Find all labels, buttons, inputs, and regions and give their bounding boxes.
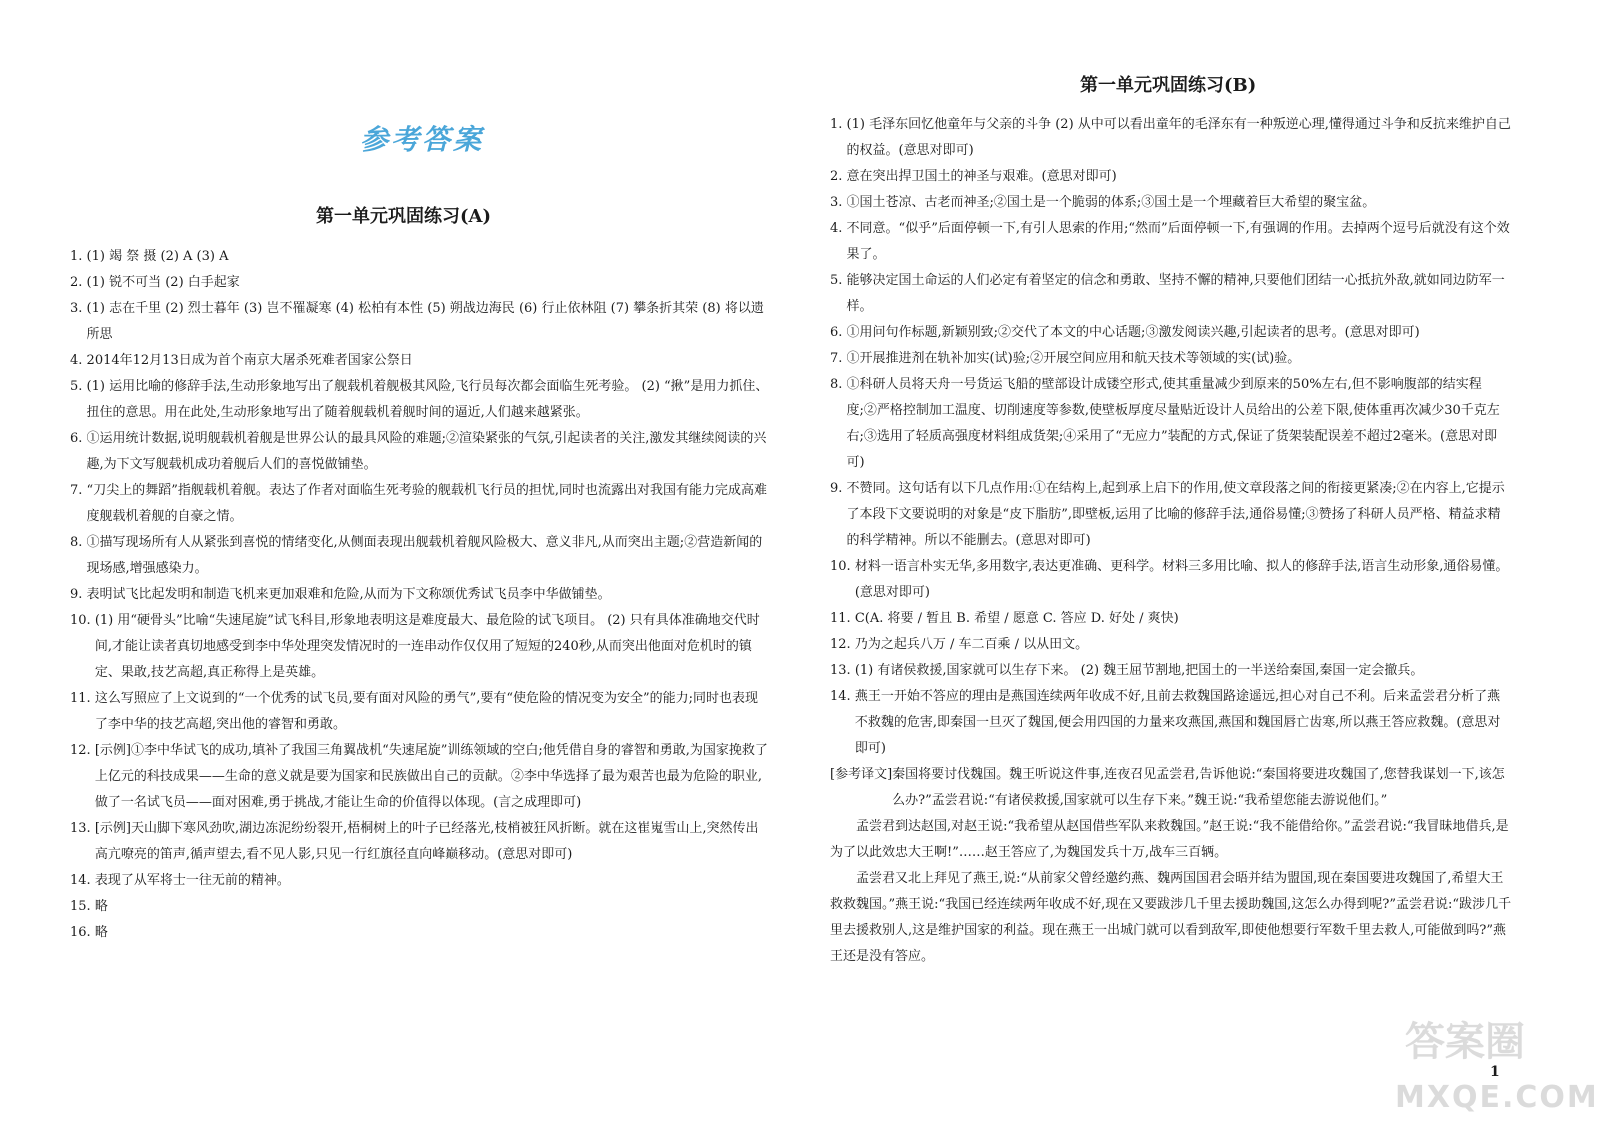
answer-item	[830, 476, 1512, 554]
answer-item	[830, 372, 1512, 476]
page-number: 1	[1490, 1064, 1500, 1080]
answer-text: “刀尖上的舞蹈”指舰载机着舰。表达了作者对面临生死考验的舰载机飞行员的担忧,同时也流露出对我国有能力完成高难度舰载机着舰的自豪之情。	[86, 483, 767, 524]
answer-number: 9.	[830, 481, 847, 496]
answer-text: ①国土苍凉、古老而神圣;②国土是一个脆弱的体系;③国土是一个埋藏着巨大希望的聚宝盆。	[846, 195, 1376, 210]
answer-number: 8.	[70, 535, 87, 550]
answer-item	[830, 268, 1512, 320]
answer-text: (1) 用“硬骨头”比喻“失速尾旋”试飞科目,形象地表明这是难度最大、最危险的试飞项目。 (2) 只有具体准确地交代时间,才能让读者真切地感受到李中华处理突发情况时的一连串动作仅仅用了短短的240秒,从而突出他面对危机时的镇定、果敢,技艺高超,真正称得上是英雄。	[94, 613, 760, 680]
answer-item	[830, 164, 1512, 190]
answer-item	[70, 348, 770, 374]
answer-number: 15.	[70, 899, 95, 914]
answer-item	[830, 606, 1512, 632]
answer-item	[70, 478, 770, 530]
answer-number: 10.	[70, 613, 95, 628]
answer-text: 不赞同。这句话有以下几点作用:①在结构上,起到承上启下的作用,使文章段落之间的衔接更紧凑;②在内容上,它提示了本段下文要说明的对象是“皮下脂肪”,即壁板,运用了比喻的修辞手法,通俗易懂;③赞扬了科研人员严格、精益求精的科学精神。所以不能删去。(意思对即可)	[846, 481, 1505, 548]
answer-text: ①运用统计数据,说明舰载机着舰是世界公认的最具风险的难题;②渲染紧张的气氛,引起读者的关注,激发其继续阅读的兴趣,为下文写舰载机成功着舰后人们的喜悦做铺垫。	[86, 431, 767, 472]
section-title-a: 第一单元巩固练习(A)	[316, 206, 491, 227]
answer-number: 9.	[70, 587, 87, 602]
watermark-logo	[1395, 1010, 1599, 1135]
answer-text: (1) 志在千里 (2) 烈士暮年 (3) 岂不罹凝寒 (4) 松柏有本性 (5) 朔战边海民 (6) 行止依林阻 (7) 攀条折其荣 (8) 将以遗所思	[86, 301, 764, 342]
answer-item	[70, 920, 770, 946]
answer-item	[70, 426, 770, 478]
answer-number: 5.	[70, 379, 87, 394]
answer-text: 表明试飞比起发明和制造飞机来更加艰难和危险,从而为下文称颂优秀试飞员李中华做铺垫。	[86, 587, 611, 602]
answer-text: ①科研人员将天舟一号货运飞船的壁部设计成镂空形式,使其重量减少到原来的50%左右,但不影响腹部的结实程度;②严格控制加工温度、切削速度等参数,使壁板厚度尽量贴近设计人员给出的公差下限,使体重再次减少30千克左右;③选用了轻质高强度材料组成货架;④采用了“无应力”装配的方式,保证了货架装配误差不超过2毫米。(意思对即可)	[846, 377, 1500, 470]
answer-item	[70, 244, 770, 270]
answer-item	[830, 684, 1512, 762]
answer-number: 3.	[830, 195, 847, 210]
answer-number: 7.	[830, 351, 847, 366]
answer-number: 12.	[70, 743, 95, 758]
answer-number: 1.	[830, 117, 847, 132]
answer-item	[70, 608, 770, 686]
translation-label: [参考译文]	[830, 767, 893, 782]
reference-translation	[830, 762, 1512, 814]
answer-text: (1) 有诸侯救援,国家就可以生存下来。 (2) 魏王屈节割地,把国土的一半送给秦国,秦国一定会撤兵。	[854, 663, 1424, 678]
answer-text: C(A. 将要 / 暂且 B. 希望 / 愿意 C. 答应 D. 好处 / 爽快)	[854, 611, 1179, 626]
answer-item	[830, 554, 1512, 606]
answer-item	[70, 894, 770, 920]
answer-number: 4.	[830, 221, 847, 236]
answer-number: 12.	[830, 637, 855, 652]
answer-number: 6.	[70, 431, 87, 446]
watermark-text: 答案圈	[1405, 1019, 1525, 1065]
answer-number: 8.	[830, 377, 847, 392]
answer-number: 2.	[830, 169, 847, 184]
answer-text: (1) 毛泽东回忆他童年与父亲的斗争 (2) 从中可以看出童年的毛泽东有一种叛逆心理,懂得通过斗争和反抗来维护自己的权益。(意思对即可)	[846, 117, 1511, 158]
answer-number: 13.	[830, 663, 855, 678]
answer-number: 1.	[70, 249, 87, 264]
answer-number: 14.	[830, 689, 855, 704]
main-title: 参考答案	[360, 123, 485, 156]
answer-text: 燕王一开始不答应的理由是燕国连续两年收成不好,且前去救魏国路途遥远,担心对自己不利。后来孟尝君分析了燕不救魏的危害,即秦国一旦灭了魏国,便会用四国的力量来攻燕国,燕国和魏国唇亡齿寒,所以燕王答应救魏。(意思对即可)	[854, 689, 1501, 756]
answer-text: 表现了从军将士一往无前的精神。	[94, 873, 290, 888]
answer-item	[70, 530, 770, 582]
answer-item	[70, 270, 770, 296]
answer-text: ①用问句作标题,新颖别致;②交代了本文的中心话题;③激发阅读兴趣,引起读者的思考。(意思对即可)	[846, 325, 1420, 340]
translation-paragraph: 孟尝君又北上拜见了燕王,说:“从前家父曾经邀约燕、魏两国国君会晤并结为盟国,现在秦国要进攻魏国了,希望大王救救魏国。”燕王说:“我国已经连续两年收成不好,现在又要跋涉几千里去援助魏国,这怎么办得到呢?”孟尝君说:“跋涉几千里去援救别人,这是维护国家的利益。现在燕王一出城门就可以看到敌军,即使他想要行军数千里去救人,可能做到吗?”燕王还是没有答应。	[830, 871, 1512, 964]
answer-number: 16.	[70, 925, 95, 940]
answer-number: 5.	[830, 273, 847, 288]
answer-text: 能够决定国土命运的人们必定有着坚定的信念和勇敢、坚持不懈的精神,只要他们团结一心抵抗外敌,就如同边防军一样。	[846, 273, 1505, 314]
answer-item	[70, 816, 770, 868]
answer-text: 2014年12月13日成为首个南京大屠杀死难者国家公祭日	[86, 353, 413, 368]
answer-item	[830, 658, 1512, 684]
answer-text: ①开展推进剂在轨补加实(试)验;②开展空间应用和航天技术等领域的实(试)验。	[846, 351, 1301, 366]
answer-text: 略	[94, 899, 108, 914]
answer-number: 11.	[830, 611, 855, 626]
answer-items-b	[830, 112, 1512, 762]
answer-item	[70, 296, 770, 348]
answer-item	[830, 632, 1512, 658]
answer-item	[830, 346, 1512, 372]
answer-item	[70, 582, 770, 608]
answer-item	[830, 112, 1512, 164]
section-title-b: 第一单元巩固练习(B)	[1080, 75, 1257, 96]
answer-text: (1) 锐不可当 (2) 白手起家	[86, 275, 240, 290]
answer-number: 7.	[70, 483, 87, 498]
answer-number: 13.	[70, 821, 95, 836]
answer-text: [示例]①李中华试飞的成功,填补了我国三角翼战机“失速尾旋”训练领域的空白;他凭借自身的睿智和勇敢,为国家挽救了上亿元的科技成果——生命的意义就是要为国家和民族做出自己的贡献。②李中华选择了最为艰苦也最为危险的职业,做了一名试飞员——面对困难,勇于挑战,才能让生命的价值得以体现。(言之成理即可)	[94, 743, 768, 810]
answer-item	[830, 320, 1512, 346]
answer-number: 11.	[70, 691, 95, 706]
answer-item	[830, 216, 1512, 268]
answer-item	[830, 190, 1512, 216]
answer-text: (1) 竭 祭 摄 (2) A (3) A	[86, 249, 229, 264]
answer-text: 这么写照应了上文说到的“一个优秀的试飞员,要有面对风险的勇气”,要有“使危险的情况变为安全”的能力;同时也表现了李中华的技艺高超,突出他的睿智和勇敢。	[94, 691, 759, 732]
answer-list-a	[70, 244, 770, 946]
translation-paragraph: 孟尝君到达赵国,对赵王说:“我希望从赵国借些军队来救魏国。”赵王说:“我不能借给你。”孟尝君说:“我冒昧地借兵,是为了以此效忠大王啊!”……赵王答应了,为魏国发兵十万,战车三百辆。	[830, 819, 1509, 860]
answer-number: 6.	[830, 325, 847, 340]
answer-number: 14.	[70, 873, 95, 888]
answer-item	[70, 868, 770, 894]
answer-text: 材料一语言朴实无华,多用数字,表达更准确、更科学。材料三多用比喻、拟人的修辞手法,语言生动形象,通俗易懂。(意思对即可)	[854, 559, 1509, 600]
answer-text: (1) 运用比喻的修辞手法,生动形象地写出了舰载机着舰极其风险,飞行员每次都会面临生死考验。 (2) “揪”是用力抓住、扭住的意思。用在此处,生动形象地写出了随着舰载机着舰时间的逼近,人们越来越紧张。	[86, 379, 769, 420]
answer-item	[70, 374, 770, 426]
answer-text: 不同意。“似乎”后面停顿一下,有引人思索的作用;“然而”后面停顿一下,有强调的作用。去掉两个逗号后就没有这个效果了。	[846, 221, 1510, 262]
answer-text: [示例]天山脚下寒风劲吹,湖边冻泥纷纷裂开,梧桐树上的叶子已经落光,枝梢被狂风折断。就在这崔嵬雪山上,突然传出高亢嘹亮的笛声,循声望去,看不见人影,只见一行红旗径直向峰巅移动。(意思对即可)	[94, 821, 759, 862]
answer-list-b	[830, 112, 1512, 970]
answer-number: 2.	[70, 275, 87, 290]
watermark-url: MXQE.COM	[1395, 1080, 1599, 1115]
translation-paragraph: 秦国将要讨伐魏国。魏王听说这件事,连夜召见孟尝君,告诉他说:“秦国将要进攻魏国了,您替我谋划一下,该怎么办?”孟尝君说:“有诸侯救援,国家就可以生存下来。”魏王说:“我希望您能去游说他们。”	[892, 767, 1505, 808]
answer-text: 意在突出捍卫国土的神圣与艰难。(意思对即可)	[846, 169, 1117, 184]
answer-item	[70, 738, 770, 816]
answer-number: 4.	[70, 353, 87, 368]
answer-number: 3.	[70, 301, 87, 316]
answer-text: ①描写现场所有人从紧张到喜悦的情绪变化,从侧面表现出舰载机着舰风险极大、意义非凡,从而突出主题;②营造新闻的现场感,增强感染力。	[86, 535, 763, 576]
answer-number: 10.	[830, 559, 855, 574]
answer-text: 乃为之起兵八万 / 车二百乘 / 以从田文。	[854, 637, 1089, 652]
answer-item	[70, 686, 770, 738]
answer-text: 略	[94, 925, 108, 940]
